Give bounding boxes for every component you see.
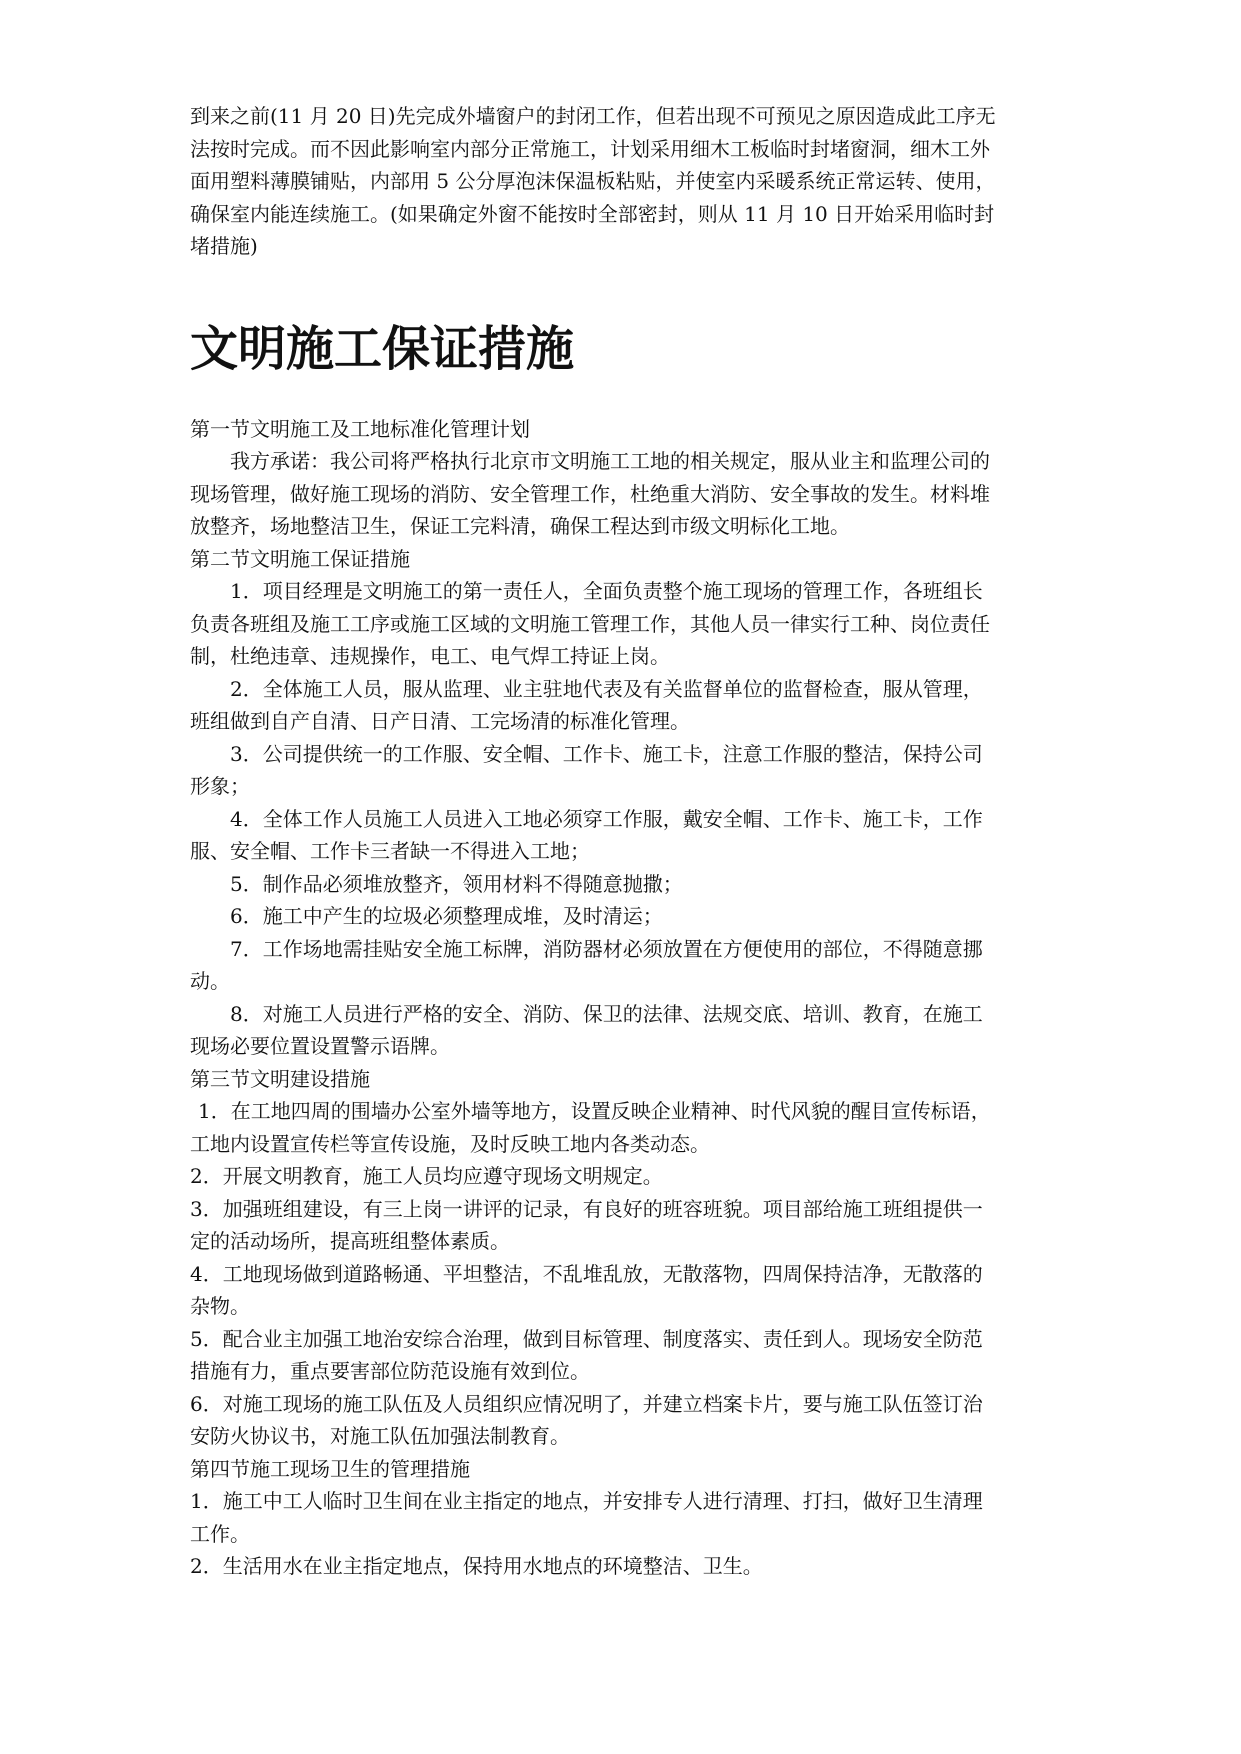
paragraph-line: 法按时完成。而不因此影响室内部分正常施工，计划采用细木工板临时封堵窗洞，细木工外 — [190, 136, 990, 161]
list-item-line: 1．在工地四周的围墙办公室外墙等地方，设置反映企业精神、时代风貌的醒目宣传标语， — [198, 1099, 991, 1123]
list-item-line: 制，杜绝违章、违规操作，电工、电气焊工持证上岗。 — [190, 644, 670, 668]
paragraph-line: 到来之前(11 月 20 日)先完成外墙窗户的封闭工作，但若出现不可预见之原因造成此工序无 — [190, 104, 996, 128]
document-page — [190, 100, 1060, 1583]
list-item-line: 班组做到自产自清、日产日清、工完场清的标准化管理。 — [190, 709, 690, 733]
list-item-line: 1．项目经理是文明施工的第一责任人，全面负责整个施工现场的管理工作，各班组长 — [230, 579, 983, 603]
section-2 — [190, 543, 1060, 1063]
section-4 — [190, 1453, 1060, 1583]
paragraph-line: 堵措施) — [190, 234, 258, 258]
paragraph-line: 我方承诺：我公司将严格执行北京市文明施工工地的相关规定，服从业主和监理公司的 — [230, 449, 990, 473]
section-heading: 第四节施工现场卫生的管理措施 — [190, 1456, 470, 1481]
list-item-line: 3．加强班组建设，有三上岗一讲评的记录，有良好的班容班貌。项目部给施工班组提供一 — [190, 1196, 983, 1221]
list-item-line: 2．全体施工人员，服从监理、业主驻地代表及有关监督单位的监督检查，服从管理， — [230, 676, 983, 701]
list-item-line: 6．对施工现场的施工队伍及人员组织应情况明了，并建立档案卡片，要与施工队伍签订治 — [190, 1391, 983, 1416]
top-paragraph — [190, 100, 1060, 263]
section-heading: 第二节文明施工保证措施 — [190, 546, 410, 571]
list-item — [190, 1323, 1060, 1388]
list-item-line: 2．开展文明教育，施工人员均应遵守现场文明规定。 — [190, 1164, 663, 1188]
list-item — [190, 1550, 1060, 1583]
list-item — [190, 900, 1060, 933]
list-item-line: 措施有力，重点要害部位防范设施有效到位。 — [190, 1359, 590, 1383]
list-item — [190, 1160, 1060, 1193]
list-item-line: 4．工地现场做到道路畅通、平坦整洁，不乱堆乱放，无散落物，四周保持洁净，无散落的 — [190, 1261, 983, 1286]
section-4-list — [190, 1485, 1060, 1583]
list-item-line: 定的活动场所，提高班组整体素质。 — [190, 1229, 510, 1253]
list-item — [190, 1095, 1060, 1160]
section-3 — [190, 1063, 1060, 1453]
list-item-line: 5．配合业主加强工地治安综合治理，做到目标管理、制度落实、责任到人。现场安全防范 — [190, 1326, 983, 1351]
paragraph-line: 确保室内能连续施工。(如果确定外窗不能按时全部密封，则从 11 月 10 日开始采用临时封 — [190, 201, 995, 226]
list-item — [190, 1258, 1060, 1323]
list-item-line: 4．全体工作人员施工人员进入工地必须穿工作服，戴安全帽、工作卡、施工卡，工作 — [230, 806, 983, 831]
list-item-line: 负责各班组及施工工序或施工区域的文明施工管理工作，其他人员一律实行工种、岗位责任 — [190, 611, 990, 636]
list-item-line: 工地内设置宣传栏等宣传设施，及时反映工地内各类动态。 — [190, 1131, 710, 1156]
list-item-line: 6．施工中产生的垃圾必须整理成堆，及时清运； — [230, 904, 663, 928]
list-item — [190, 933, 1060, 998]
list-item-line: 工作。 — [190, 1521, 250, 1546]
paragraph-line: 现场管理，做好施工现场的消防、安全管理工作，杜绝重大消防、安全事故的发生。材料堆 — [190, 481, 990, 506]
list-item-line: 形象； — [190, 774, 250, 798]
list-item — [190, 1485, 1060, 1550]
list-item-line: 动。 — [190, 969, 230, 993]
list-item-line: 现场必要位置设置警示语牌。 — [190, 1034, 450, 1058]
list-item-line: 2．生活用水在业主指定地点，保持用水地点的环境整洁、卫生。 — [190, 1554, 763, 1578]
section-2-list — [190, 575, 1060, 1063]
list-item-line: 8．对施工人员进行严格的安全、消防、保卫的法律、法规交底、培训、教育，在施工 — [230, 1001, 983, 1026]
paragraph-line: 面用塑料薄膜铺贴，内部用 5 公分厚泡沫保温板粘贴，并使室内采暖系统正常运转、使用， — [190, 169, 996, 193]
section-heading: 第一节文明施工及工地标准化管理计划 — [190, 416, 530, 441]
list-item — [190, 1193, 1060, 1258]
list-item-line: 5．制作品必须堆放整齐，领用材料不得随意抛撒； — [230, 871, 683, 896]
list-item-line: 3．公司提供统一的工作服、安全帽、工作卡、施工卡，注意工作服的整洁，保持公司 — [230, 741, 983, 766]
section-3-list — [190, 1095, 1060, 1453]
list-item — [190, 868, 1060, 901]
list-item — [190, 575, 1060, 673]
list-item — [190, 1388, 1060, 1453]
paragraph-line: 放整齐，场地整洁卫生，保证工完料清，确保工程达到市级文明标化工地。 — [190, 514, 850, 538]
list-item — [190, 673, 1060, 738]
list-item — [190, 738, 1060, 803]
section-1 — [190, 413, 1060, 543]
section-heading: 第三节文明建设措施 — [190, 1066, 370, 1091]
list-item-line: 1．施工中工人临时卫生间在业主指定的地点，并安排专人进行清理、打扫，做好卫生清理 — [190, 1489, 983, 1513]
list-item-line: 7．工作场地需挂贴安全施工标牌，消防器材必须放置在方便使用的部位，不得随意挪 — [230, 936, 983, 961]
list-item-line: 服、安全帽、工作卡三者缺一不得进入工地； — [190, 839, 590, 863]
list-item-line: 杂物。 — [190, 1294, 250, 1318]
page-title: 文明施工保证措施 — [190, 320, 575, 377]
list-item — [190, 803, 1060, 868]
list-item — [190, 998, 1060, 1063]
list-item-line: 安防火协议书，对施工队伍加强法制教育。 — [190, 1424, 570, 1448]
